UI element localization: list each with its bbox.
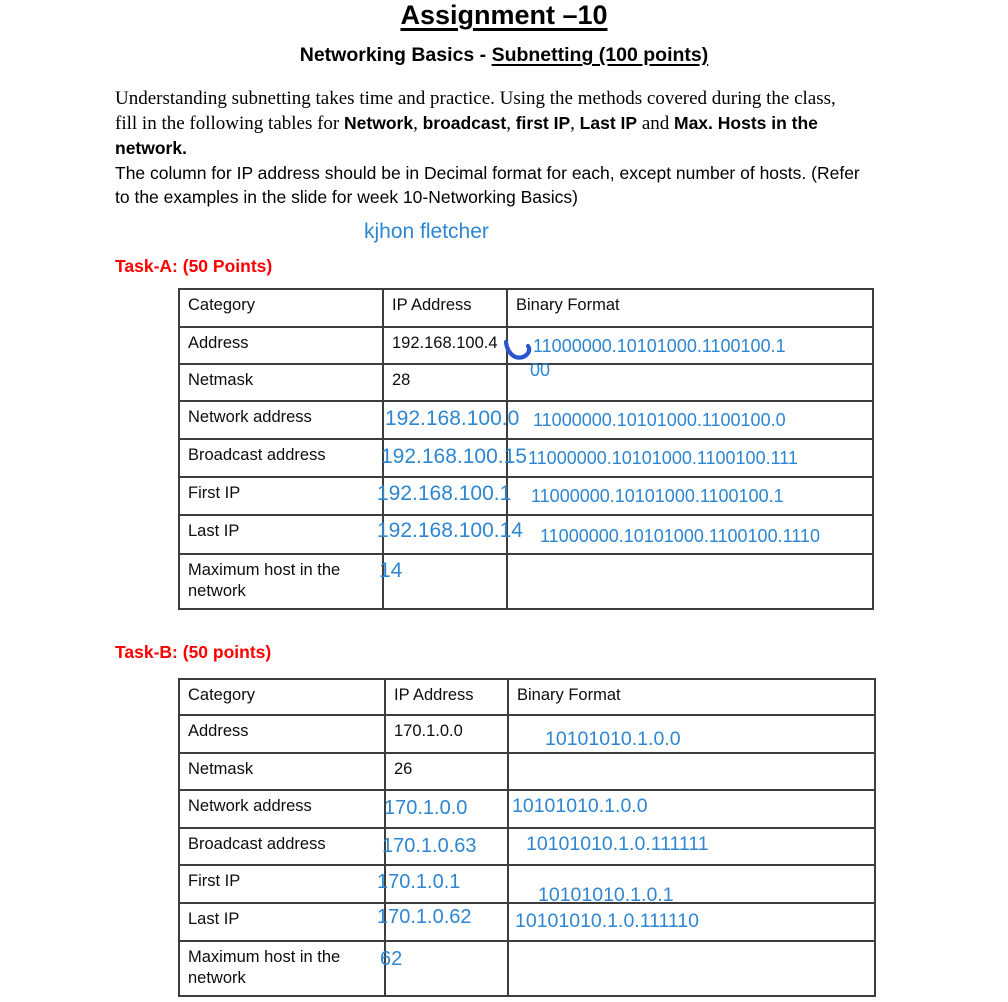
task-a-max-hosts-answer: 14 bbox=[379, 559, 403, 582]
bold-term-max-hosts: Max. Hosts in the bbox=[674, 113, 818, 133]
row-label-last-ip: Last IP bbox=[179, 515, 383, 554]
task-a-last-ip-answer: 192.168.100.14 bbox=[377, 519, 523, 542]
col-header-binary-format: Binary Format bbox=[507, 289, 873, 327]
row-label-broadcast-address: Broadcast address bbox=[179, 439, 383, 477]
task-a-address-binary-line1: 11000000.10101000.1100100.1 bbox=[533, 336, 786, 356]
row-label-first-ip: First IP bbox=[179, 477, 383, 515]
subtitle-underlined: Subnetting (100 points) bbox=[491, 44, 709, 66]
bold-term-network: Network bbox=[344, 113, 414, 133]
row-label-first-ip: First IP bbox=[179, 865, 385, 903]
separator: , bbox=[570, 113, 580, 134]
task-b-address-binary-answer: 10101010.1.0.0 bbox=[545, 728, 681, 750]
col-header-category: Category bbox=[179, 289, 383, 327]
task-a-network-binary-answer: 11000000.10101000.1100100.0 bbox=[533, 410, 786, 430]
col-header-category: Category bbox=[179, 679, 385, 715]
table-row bbox=[179, 753, 875, 790]
table-row bbox=[179, 554, 873, 609]
bold-term-first-ip: first IP bbox=[515, 113, 571, 133]
task-a-first-binary-answer: 11000000.10101000.1100100.1 bbox=[531, 486, 784, 506]
task-a-first-ip-answer: 192.168.100.1 bbox=[377, 482, 512, 505]
row-label-address: Address bbox=[179, 327, 383, 364]
page-title-text: Assignment –10 bbox=[400, 0, 608, 30]
task-b-broadcast-ip-answer: 170.1.0.63 bbox=[382, 835, 477, 857]
task-b-network-binary-answer: 10101010.1.0.0 bbox=[512, 795, 648, 817]
row-label-netmask: Netmask bbox=[179, 753, 385, 790]
table-row bbox=[179, 941, 875, 996]
table-row bbox=[179, 364, 873, 401]
netmask-value: 26 bbox=[385, 753, 508, 790]
netmask-value: 28 bbox=[383, 364, 507, 401]
address-ip-value: 192.168.100.4 bbox=[383, 327, 507, 364]
task-b-network-ip-answer: 170.1.0.0 bbox=[384, 797, 468, 819]
task-b-first-ip-answer: 170.1.0.1 bbox=[377, 871, 461, 893]
student-name: kjhon fletcher bbox=[364, 220, 489, 243]
task-a-broadcast-ip-answer: 192.168.100.15 bbox=[381, 445, 527, 468]
table-row bbox=[179, 865, 875, 903]
row-label-max-hosts: Maximum host in the network bbox=[179, 554, 383, 609]
netmask-binary-cell bbox=[508, 753, 875, 790]
task-b-first-binary-answer: 10101010.1.0.1 bbox=[538, 884, 674, 906]
intro-line-5: to the examples in the slide for week 10-Networking Basics) bbox=[115, 187, 578, 207]
table-header-row bbox=[179, 289, 873, 327]
intro-line2-pre: fill in the following tables for bbox=[115, 113, 345, 134]
col-header-binary-format: Binary Format bbox=[508, 679, 875, 715]
table-row bbox=[179, 715, 875, 753]
row-label-last-ip: Last IP bbox=[179, 903, 385, 941]
task-a-heading: Task-A: (50 Points) bbox=[115, 256, 273, 276]
task-a-last-binary-answer: 11000000.10101000.1100100.1110 bbox=[540, 526, 820, 546]
task-a-address-binary-line2: 00 bbox=[530, 360, 551, 380]
bold-term-broadcast: broadcast bbox=[422, 113, 507, 133]
table-header-row bbox=[179, 679, 875, 715]
intro-line-3: network. bbox=[115, 138, 187, 158]
intro-line-4: The column for IP address should be in Decimal format for each, except number of hosts. (Refer bbox=[115, 163, 860, 183]
task-b-last-binary-answer: 10101010.1.0.111110 bbox=[515, 910, 699, 932]
row-label-address: Address bbox=[179, 715, 385, 753]
page-title bbox=[0, 0, 1008, 31]
col-header-ip-address: IP Address bbox=[385, 679, 508, 715]
row-label-netmask: Netmask bbox=[179, 364, 383, 401]
max-hosts-binary-cell bbox=[508, 941, 875, 996]
task-b-broadcast-binary-answer: 10101010.1.0.111111 bbox=[526, 833, 709, 855]
row-label-network-address: Network address bbox=[179, 790, 385, 828]
bold-term-last-ip: Last IP bbox=[579, 113, 638, 133]
task-b-last-ip-answer: 170.1.0.62 bbox=[377, 906, 472, 928]
row-label-max-hosts: Maximum host in the network bbox=[179, 941, 385, 996]
separator: , bbox=[413, 113, 423, 134]
max-hosts-cell bbox=[385, 941, 508, 996]
netmask-binary-cell bbox=[507, 364, 873, 401]
address-ip-value: 170.1.0.0 bbox=[385, 715, 508, 753]
intro-line-1: Understanding subnetting takes time and practice. Using the methods covered during the class, bbox=[115, 88, 836, 109]
row-label-broadcast-address: Broadcast address bbox=[179, 828, 385, 865]
intro-line-2 bbox=[115, 111, 818, 137]
task-a-broadcast-binary-answer: 11000000.10101000.1100100.111 bbox=[528, 448, 798, 468]
separator: and bbox=[637, 113, 674, 134]
max-hosts-binary-cell bbox=[507, 554, 873, 609]
col-header-ip-address: IP Address bbox=[383, 289, 507, 327]
subtitle-plain: Networking Basics - bbox=[299, 44, 492, 66]
task-b-heading: Task-B: (50 points) bbox=[115, 642, 272, 662]
page-subtitle bbox=[0, 44, 1008, 67]
task-b-max-hosts-answer: 62 bbox=[380, 948, 403, 970]
row-label-network-address: Network address bbox=[179, 401, 383, 439]
task-a-network-ip-answer: 192.168.100.0 bbox=[385, 407, 520, 430]
separator: , bbox=[506, 113, 516, 134]
